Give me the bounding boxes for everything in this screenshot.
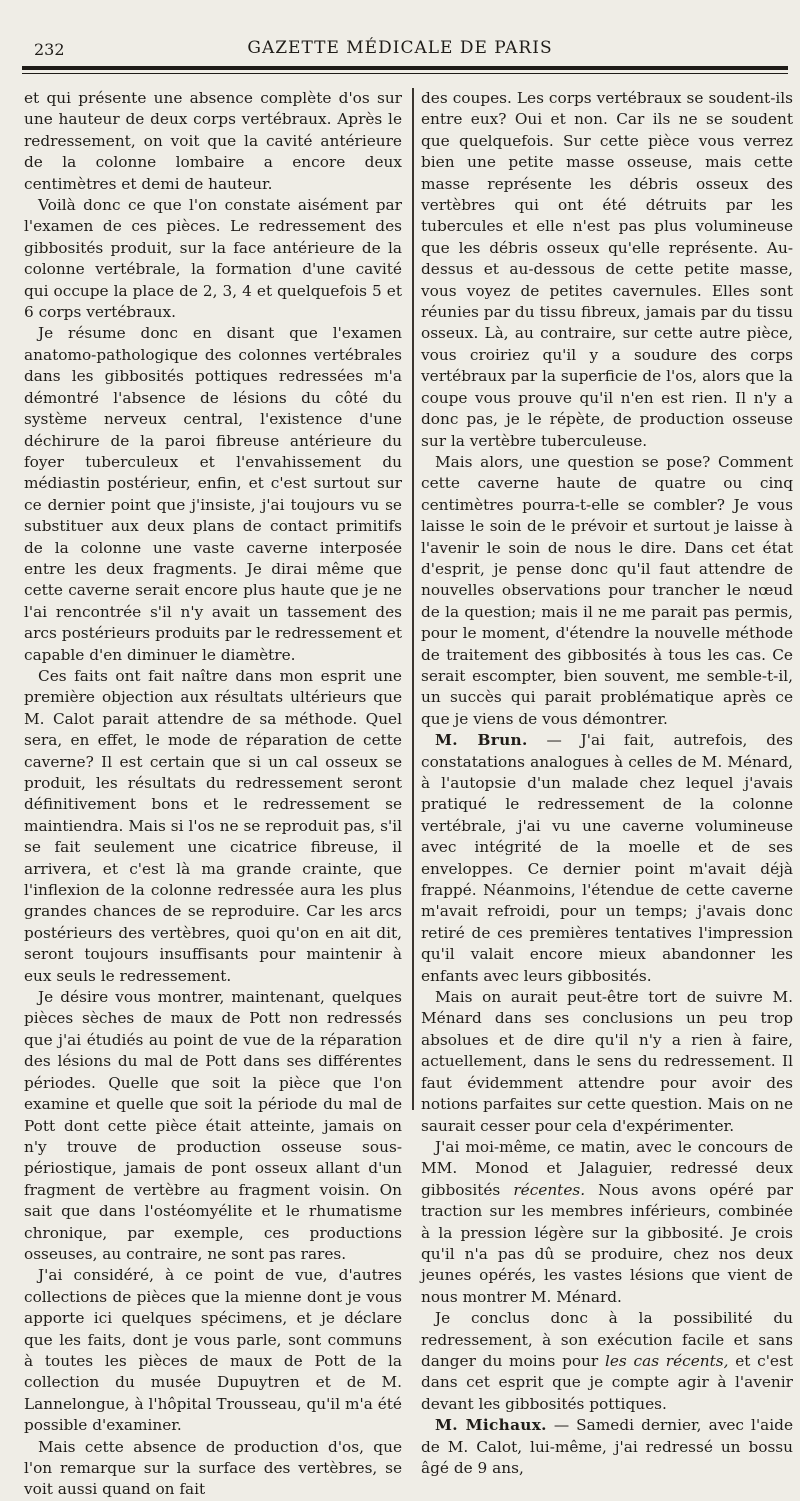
paragraph: Mais cette absence de production d'os, que l'on remarque sur la surface des vertèbres, se voit aussi quand on fait xyxy=(24,1437,402,1499)
paragraph: des coupes. Les corps vertébraux se soudent-ils entre eux? Oui et non. Car ils ne se soudent que quelquefois. Sur cette pièce vous verrez bien une petite masse osseuse, mais cette masse représente les débris osseux des vertèbres qui ont été détruits par les tubercules et elle n'est pas plus volumineuse que les débris osseux qu'elle représente. Au-dessus et au-dessous de cette petite masse, vous voyez de petites cavernules. Elles sont réunies par du tissu fibreux, jamais par du tissu osseux. Là, au contraire, sur cette autre pièce, vous croiriez qu'il y a soudure des corps vertébraux par la superficie de l'os, alors que la coupe vous prouve qu'il n'en est rien. Il n'y a donc pas, je le répète, de production osseuse sur la vertèbre tuberculeuse. xyxy=(421,89,793,450)
emphasis-text: les cas récents, xyxy=(604,1351,729,1370)
speaker-name: M. Michaux. xyxy=(435,1416,547,1435)
paragraph: Voilà donc ce que l'on constate aisément par l'examen de ces pièces. Le redressement des gibbosités produit, sur la face antérieure de la colonne vertébrale, la formation d'une cavité qui occupe la place de 2, 3, 4 et quelquefois 5 et 6 corps vertébraux. xyxy=(24,196,402,322)
speaker-name: M. Brun. xyxy=(435,731,528,750)
column-divider xyxy=(412,88,414,1110)
paragraph: Je désire vous montrer, maintenant, quelques pièces sèches de maux de Pott non redressés que j'ai étudiés au point de vue de la réparation des lésions du mal de Pott dans ses différentes périodes. Quelle que soit la pièce que l'on examine et quelle que soit la période du mal de Pott dont cette pièce était atteinte, jamais on n'y trouve de production osseuse sous-périostique, jamais de pont osseux allant d'un fragment de vertèbre au fragment voisin. On sait que dans l'ostéomyélite et le rhumatisme chronique, par exemple, ces productions osseuses, au contraire, ne sont pas rares. xyxy=(24,988,402,1263)
paragraph xyxy=(421,1415,793,1479)
header-rule-thin xyxy=(22,73,788,74)
paragraph-text: — Samedi dernier, avec l'aide de M. Calot, lui-même, j'ai redressé un bossu âgé de 9 ans, xyxy=(421,1416,793,1477)
paragraph: Mais on aurait peut-être tort de suivre M. Ménard dans ses conclusions un peu trop absolues et de dire qu'il n'y a rien à faire, actuellement, dans le sens du redressement. Il faut évidemment attendre pour avoir des notions parfaites sur cette question. Mais on ne saurait cesser pour cela d'expérimenter. xyxy=(421,988,793,1135)
right-column xyxy=(421,88,793,1479)
paragraph: J'ai considéré, à ce point de vue, d'autres collections de pièces que la mienne dont je vous apporte ici quelques spécimens, et je déclare que les faits, dont je vous parle, sont communs à toutes les pièces de maux de Pott de la collection du musée Dupuytren et de M. Lannelongue, à l'hôpital Trousseau, qu'il m'a été possible d'examiner. xyxy=(24,1266,402,1435)
paragraph-text: — J'ai fait, autrefois, des constatations analogues à celles de M. Ménard, à l'autopsie d'un malade chez lequel j'avais pratiqué le redressement de la colonne vertébrale, j'ai vu une caverne volumineuse avec intégrité de la moelle et de ses enveloppes. Ce dernier point m'avait déjà frappé. Néanmoins, l'étendue de cette caverne m'avait refroidi, pour un temps; j'avais donc retiré de ces premières tentatives l'impression qu'il valait encore mieux abandonner les enfants avec leurs gibbosités. xyxy=(421,731,794,985)
paragraph xyxy=(421,1137,793,1308)
header-rule-thick xyxy=(22,66,788,70)
emphasis-text: récentes. xyxy=(513,1180,586,1199)
paragraph xyxy=(421,730,793,987)
paragraph: Mais alors, une question se pose? Comment cette caverne haute de quatre ou cinq centimètres pourra-t-elle se combler? Je vous laisse le soin de le prévoir et surtout je laisse à l'avenir le soin de nous le dire. Dans cet état d'esprit, je pense donc qu'il faut attendre de nouvelles observations pour trancher le nœud de la question; mais il ne me parait pas permis, pour le moment, d'étendre la nouvelle méthode de traitement des gibbosités à tous les cas. Ce serait escompter, bien souvent, me semble-t-il, un succès qui parait problématique après ce que je viens de vous démontrer. xyxy=(421,452,793,728)
paragraph-text: Nous avons opéré par traction sur les membres inférieurs, combinée à la pression légère sur la gibbosité. Je crois qu'il n'a pas dû se produire, chez nos deux jeunes opérés, les vastes lésions que vient de nous montrer M. Ménard. xyxy=(421,1180,793,1306)
paragraph-text: Je conclus donc à la possibilité du redressement, à son exécution facile et sans danger du moins pour xyxy=(421,1309,793,1370)
journal-title: GAZETTE MÉDICALE DE PARIS xyxy=(247,38,553,58)
paragraph-text: J'ai moi-même, ce matin, avec le concours de MM. Monod et Jalaguier, redressé deux gibbosités xyxy=(421,1137,793,1199)
paragraph: Je résume donc en disant que l'examen anatomo-pathologique des colonnes vertébrales dans les gibbosités pottiques redressées m'a démontré l'absence de lésions du côté du système nerveux central, l'existence d'une déchirure de la paroi fibreuse antérieure du foyer tuberculeux et l'envahissement du médiastin postérieur, enfin, et c'est surtout sur ce dernier point que j'insiste, j'ai toujours vu se substituer aux deux plans de contact primitifs de la colonne une vaste caverne interposée entre les deux fragments. Je dirai même que cette caverne serait encore plus haute que je ne l'ai rencontrée s'il n'y avait un tassement des arcs postérieurs produits par le redressement et capable d'en diminuer le diamètre. xyxy=(24,324,402,664)
paragraph-text: et c'est dans cet esprit que je compte agir à l'avenir devant les gibbosités pottiques. xyxy=(421,1351,793,1413)
page-header xyxy=(0,30,800,64)
paragraph xyxy=(421,1308,793,1415)
left-column xyxy=(24,88,402,1501)
paragraph: Ces faits ont fait naître dans mon esprit une première objection aux résultats ultérieurs que M. Calot parait attendre de sa méthode. Quel sera, en effet, le mode de réparation de cette caverne? Il est certain que si un cal osseux se produit, les résultats du redressement seront définitivement bons et le redressement se maintiendra. Mais si l'os ne se reproduit pas, s'il se fait seulement une cicatrice fibreuse, il arrivera, et c'est là ma grande crainte, que l'inflexion de la colonne redressée aura les plus grandes chances de se reproduire. Car les arcs postérieurs des vertèbres, quoi qu'on en ait dit, seront toujours insuffisants pour maintenir à eux seuls le redressement. xyxy=(24,666,402,985)
page-number: 232 xyxy=(34,40,65,59)
paragraph: et qui présente une absence complète d'os sur une hauteur de deux corps vertébraux. Après le redressement, on voit que la cavité antérieure de la colonne lombaire a encore deux centimètres et demi de hauteur. xyxy=(24,89,402,193)
